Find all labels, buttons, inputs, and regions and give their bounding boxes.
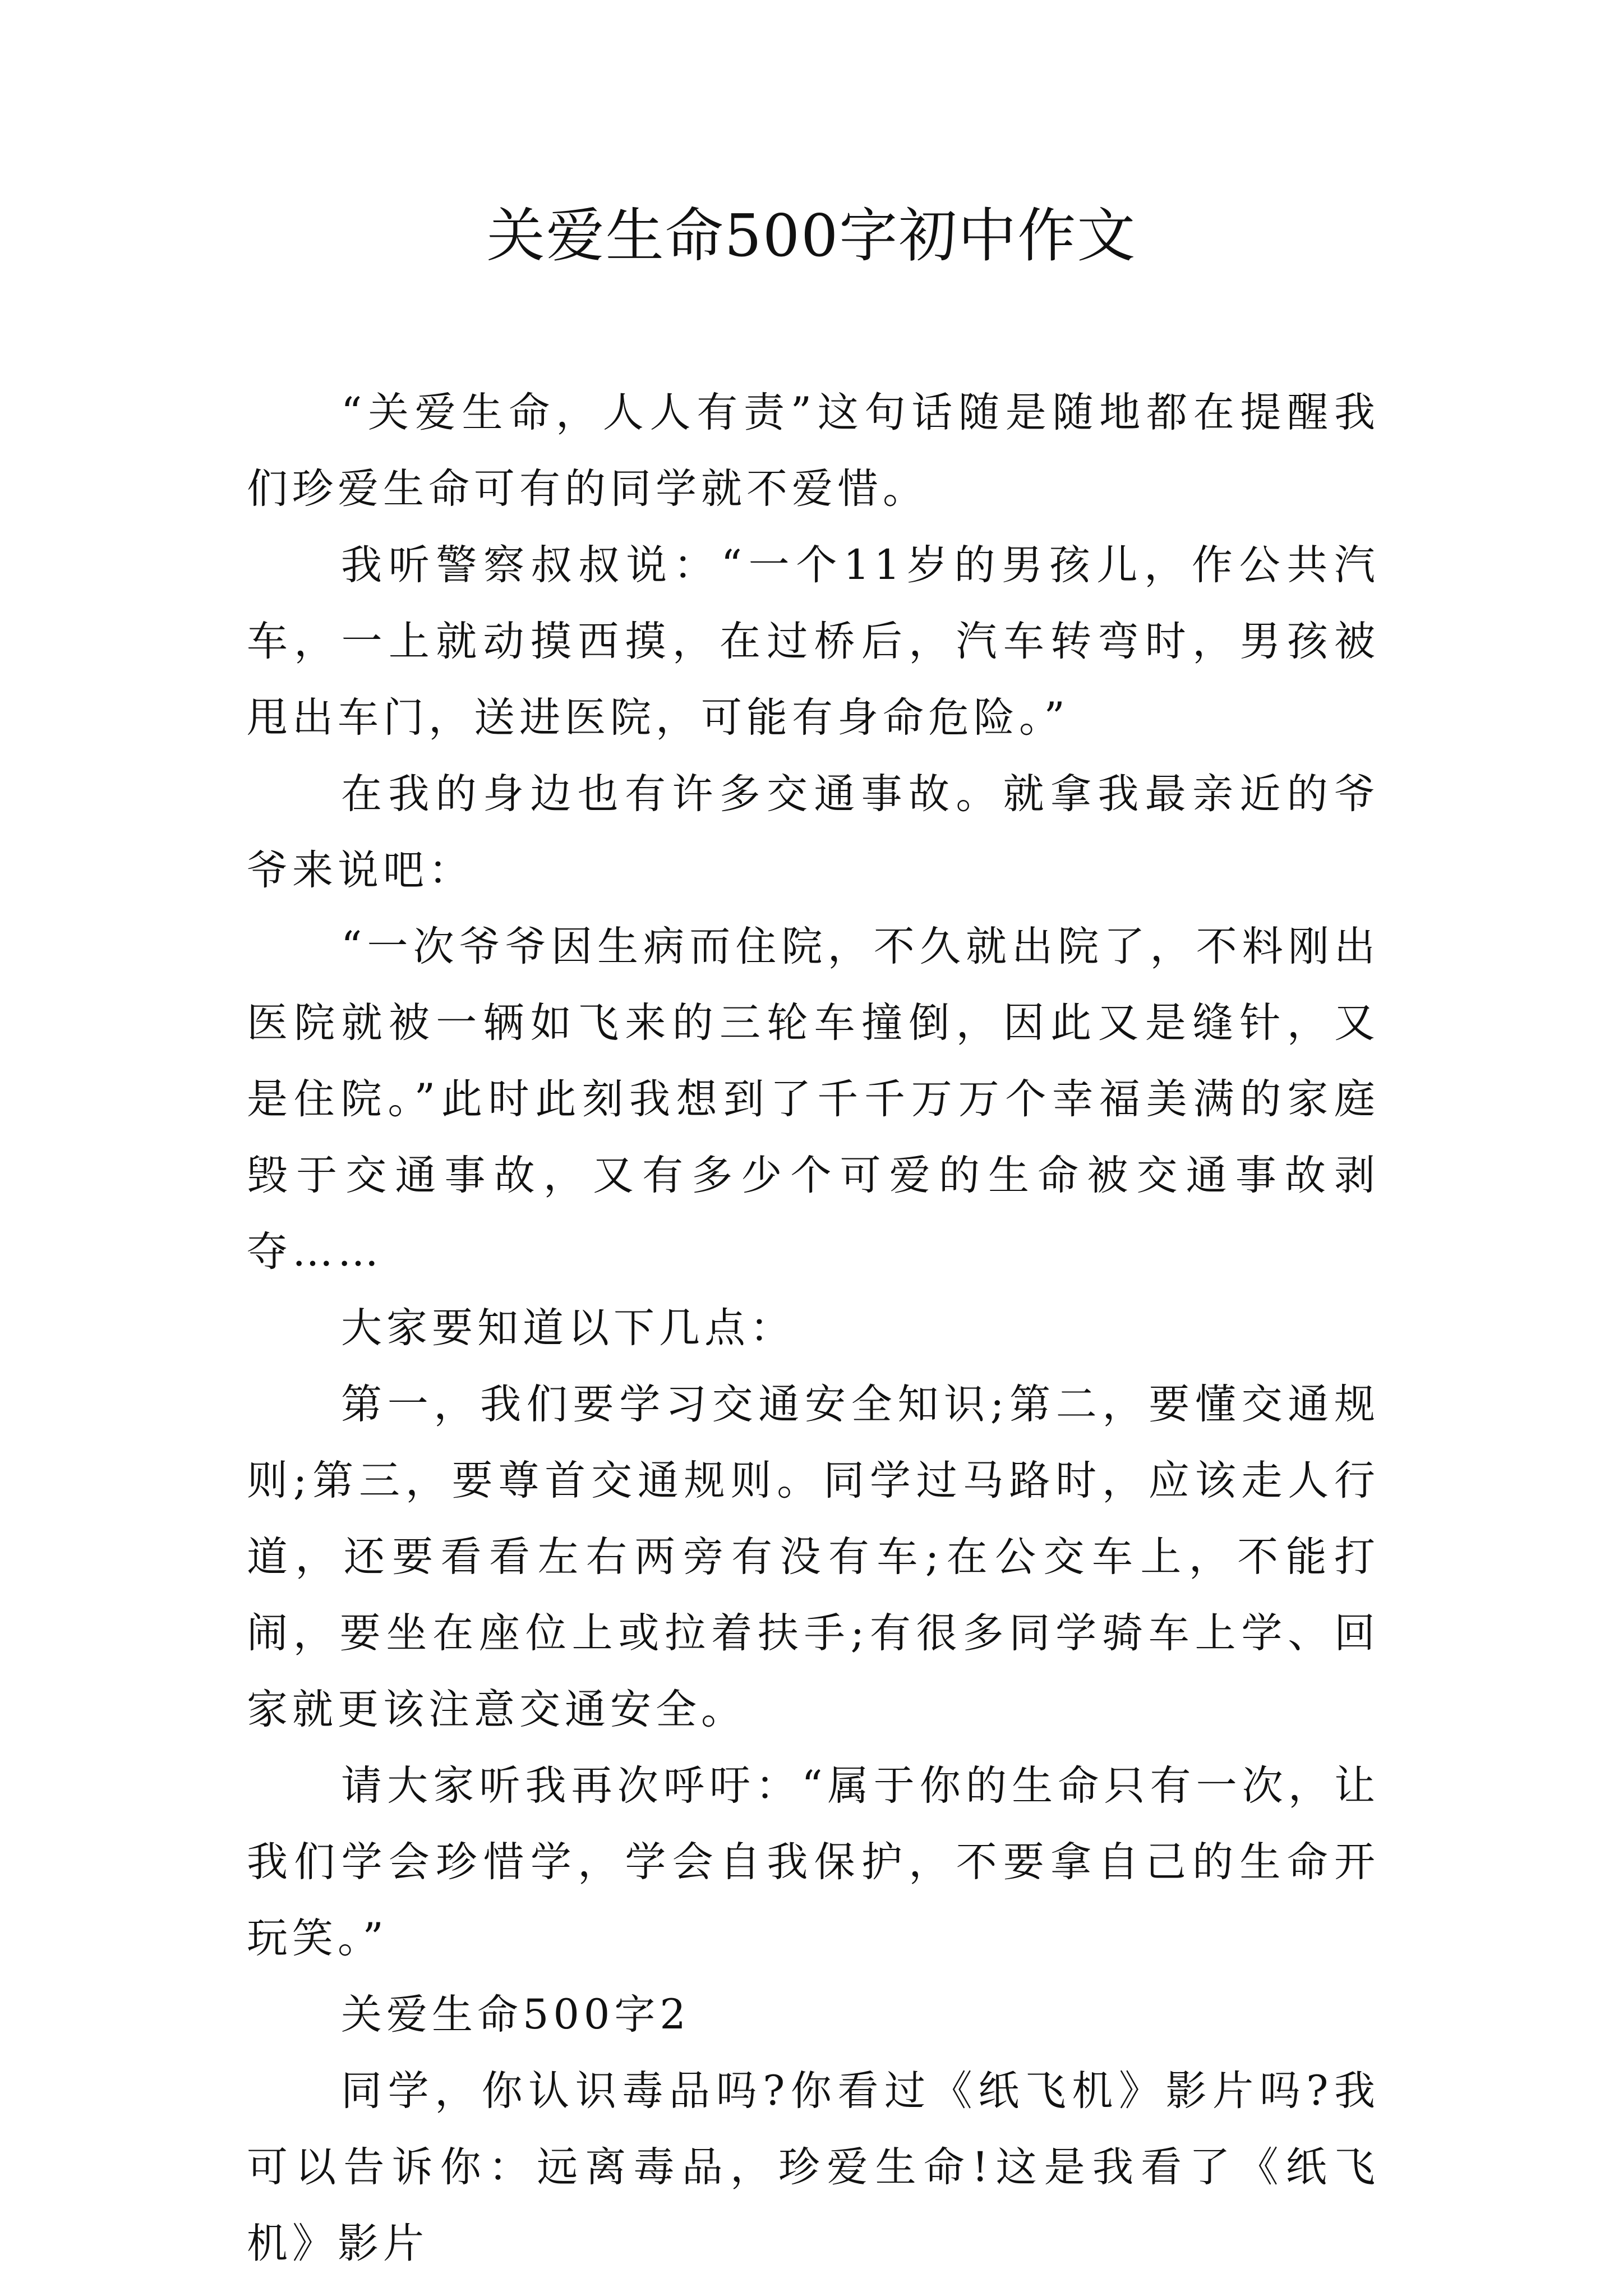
paragraph: “关爱生命，人人有责”这句话随是随地都在提醒我们珍爱生命可有的同学就不爱惜。 bbox=[247, 389, 1380, 513]
section-heading: 关爱生命500字2 bbox=[341, 1991, 690, 2039]
paragraph: “一次爷爷因生病而住院，不久就出院了，不料刚出医院就被一辆如飞来的三轮车撞倒，因此又是缝针，又是住院。”此时此刻我想到了千千万万个幸福美满的家庭毁于交通事故，又有多少个可爱的生命被交通事故剥夺…… bbox=[247, 923, 1380, 1276]
paragraph: 第一，我们要学习交通安全知识;第二，要懂交通规则;第三，要尊首交通规则。同学过马路时，应该走人行道，还要看看左右两旁有没有车;在公交车上，不能打闹，要坐在座位上或拉着扶手;有很多同学骑车上学、回家就更该注意交通安全。 bbox=[247, 1381, 1380, 1733]
paragraph: 请大家听我再次呼吁：“属于你的生命只有一次，让我们学会珍惜学，学会自我保护，不要拿自己的生命开玩笑。” bbox=[247, 1762, 1380, 1962]
paragraph: 在我的身边也有许多交通事故。就拿我最亲近的爷爷来说吧： bbox=[247, 770, 1380, 894]
document-title: 关爱生命500字初中作文 bbox=[486, 201, 1137, 270]
paragraph: 我听警察叔叔说：“一个11岁的男孩儿，作公共汽车，一上就动摸西摸，在过桥后，汽车转弯时，男孩被甩出车门，送进医院，可能有身命危险。” bbox=[247, 541, 1380, 742]
document-body bbox=[247, 375, 1380, 2282]
paragraph: 同学，你认识毒品吗?你看过《纸飞机》影片吗?我可以告诉你：远离毒品，珍爱生命!这是我看了《纸飞机》影片 bbox=[247, 2067, 1380, 2267]
paragraph: 大家要知道以下几点： bbox=[341, 1304, 795, 1352]
